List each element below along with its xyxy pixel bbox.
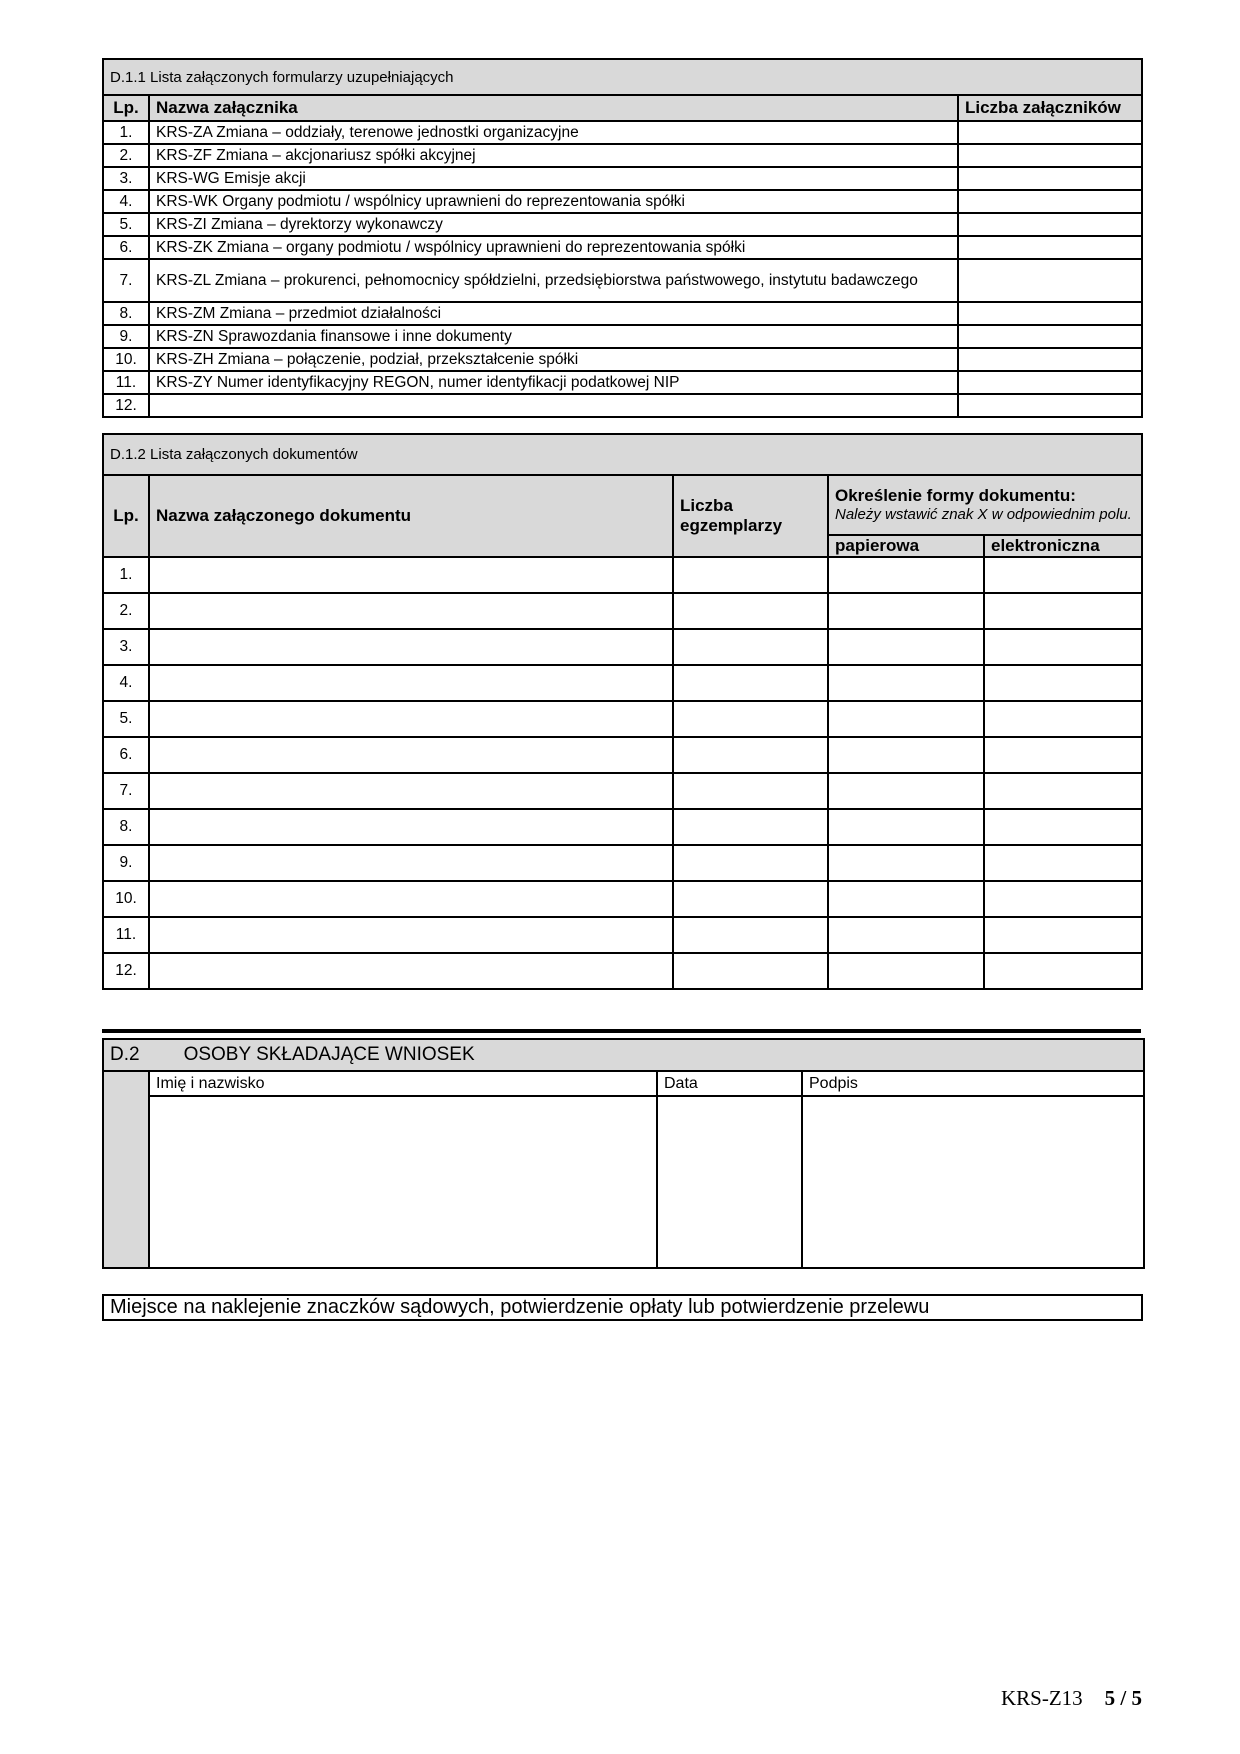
table-row — [103, 325, 1142, 348]
electronic-checkbox-field[interactable] — [984, 665, 1142, 701]
electronic-checkbox-field[interactable] — [984, 845, 1142, 881]
row-number: 12. — [103, 953, 149, 989]
row-number: 7. — [103, 259, 149, 302]
table-row — [103, 213, 1142, 236]
table-row — [103, 371, 1142, 394]
table-row — [103, 144, 1142, 167]
row-number: 6. — [103, 236, 149, 259]
table-row — [103, 593, 1142, 629]
page-number: 5 / 5 — [1104, 1686, 1142, 1710]
row-number: 3. — [103, 629, 149, 665]
document-name-field[interactable] — [149, 737, 673, 773]
paper-checkbox-field[interactable] — [828, 881, 984, 917]
row-number: 5. — [103, 213, 149, 236]
row-number: 8. — [103, 809, 149, 845]
document-name-field[interactable] — [149, 629, 673, 665]
copies-field[interactable] — [673, 845, 828, 881]
row-number: 12. — [103, 394, 149, 417]
document-name-field[interactable] — [149, 917, 673, 953]
court-fee-stamps-box — [102, 1294, 1143, 1321]
paper-checkbox-field[interactable] — [828, 773, 984, 809]
row-number: 1. — [103, 557, 149, 593]
row-number: 5. — [103, 701, 149, 737]
col-header-attachment-count: Liczba załączników — [958, 95, 1142, 121]
form-code: KRS-Z13 — [1000, 1686, 1083, 1710]
attachment-name: KRS-ZF Zmiana – akcjonariusz spółki akcyjnej — [149, 144, 958, 167]
attached-documents-table — [102, 433, 1143, 990]
document-form-note: Należy wstawić znak X w odpowiednim polu. — [835, 506, 1132, 523]
paper-checkbox-field[interactable] — [828, 737, 984, 773]
row-number: 11. — [103, 917, 149, 953]
electronic-checkbox-field[interactable] — [984, 701, 1142, 737]
copies-field[interactable] — [673, 629, 828, 665]
electronic-checkbox-field[interactable] — [984, 593, 1142, 629]
table-row — [103, 190, 1142, 213]
document-name-field[interactable] — [149, 557, 673, 593]
attachment-count-field[interactable] — [958, 394, 1142, 417]
table-row — [103, 737, 1142, 773]
row-number: 3. — [103, 167, 149, 190]
table-row — [103, 701, 1142, 737]
section-title-d2 — [103, 1039, 1144, 1071]
col-header-copies: Liczba egzemplarzy — [673, 475, 828, 557]
col-header-document-name: Nazwa załączonego dokumentu — [149, 475, 673, 557]
table-row — [103, 809, 1142, 845]
signature-field[interactable] — [802, 1096, 1144, 1268]
col-header-lp: Lp. — [103, 475, 149, 557]
attachment-name — [149, 394, 958, 417]
electronic-checkbox-field[interactable] — [984, 881, 1142, 917]
paper-checkbox-field[interactable] — [828, 809, 984, 845]
attachment-name: KRS-WK Organy podmiotu / wspólnicy uprawnieni do reprezentowania spółki — [149, 190, 958, 213]
document-name-field[interactable] — [149, 809, 673, 845]
table-row — [103, 953, 1142, 989]
table-row — [103, 302, 1142, 325]
attachment-name: KRS-WG Emisje akcji — [149, 167, 958, 190]
electronic-checkbox-field[interactable] — [984, 737, 1142, 773]
row-number: 2. — [103, 593, 149, 629]
attachment-count-field[interactable] — [958, 121, 1142, 144]
col-header-signature: Podpis — [802, 1071, 1144, 1096]
col-header-date: Data — [657, 1071, 802, 1096]
court-fee-stamps-label: Miejsce na naklejenie znaczków sądowych, potwierdzenie opłaty lub potwierdzenie przelewu — [103, 1295, 1142, 1320]
row-number: 9. — [103, 845, 149, 881]
col-header-document-form — [828, 475, 1142, 535]
attachment-count-field[interactable] — [958, 213, 1142, 236]
paper-checkbox-field[interactable] — [828, 593, 984, 629]
document-name-field[interactable] — [149, 665, 673, 701]
paper-checkbox-field[interactable] — [828, 701, 984, 737]
col-header-paper: papierowa — [828, 535, 984, 557]
attachment-name: KRS-ZL Zmiana – prokurenci, pełnomocnicy spółdzielni, przedsiębiorstwa państwowego, instytutu badawczego — [149, 259, 958, 302]
table-row — [103, 665, 1142, 701]
attachment-count-field[interactable] — [958, 144, 1142, 167]
section-code: D.2 — [110, 1044, 140, 1065]
attached-forms-table — [102, 58, 1143, 418]
row-number: 7. — [103, 773, 149, 809]
attachment-count-field[interactable] — [958, 348, 1142, 371]
copies-field[interactable] — [673, 953, 828, 989]
document-name-field[interactable] — [149, 593, 673, 629]
electronic-checkbox-field[interactable] — [984, 557, 1142, 593]
row-number: 9. — [103, 325, 149, 348]
col-header-lp: Lp. — [103, 95, 149, 121]
attachment-count-field[interactable] — [958, 236, 1142, 259]
electronic-checkbox-field[interactable] — [984, 629, 1142, 665]
copies-field[interactable] — [673, 917, 828, 953]
full-name-field[interactable] — [149, 1096, 657, 1268]
attachment-count-field[interactable] — [958, 371, 1142, 394]
copies-field[interactable] — [673, 881, 828, 917]
table-row — [103, 557, 1142, 593]
document-name-field[interactable] — [149, 845, 673, 881]
row-number: 10. — [103, 881, 149, 917]
attachment-count-field[interactable] — [958, 325, 1142, 348]
row-number: 1. — [103, 121, 149, 144]
section-heading: OSOBY SKŁADAJĄCE WNIOSEK — [183, 1044, 475, 1065]
copies-field[interactable] — [673, 701, 828, 737]
paper-checkbox-field[interactable] — [828, 953, 984, 989]
paper-checkbox-field[interactable] — [828, 665, 984, 701]
row-number: 4. — [103, 190, 149, 213]
row-number: 11. — [103, 371, 149, 394]
attachment-count-field[interactable] — [958, 302, 1142, 325]
row-number: 8. — [103, 302, 149, 325]
table-row — [103, 845, 1142, 881]
attachment-name: KRS-ZY Numer identyfikacyjny REGON, numer identyfikacji podatkowej NIP — [149, 371, 958, 394]
copies-field[interactable] — [673, 665, 828, 701]
electronic-checkbox-field[interactable] — [984, 773, 1142, 809]
document-name-field[interactable] — [149, 701, 673, 737]
section-title-d12: D.1.2 Lista załączonych dokumentów — [103, 434, 1142, 475]
paper-checkbox-field[interactable] — [828, 845, 984, 881]
attachment-name: KRS-ZM Zmiana – przedmiot działalności — [149, 302, 958, 325]
row-number: 4. — [103, 665, 149, 701]
copies-field[interactable] — [673, 593, 828, 629]
electronic-checkbox-field[interactable] — [984, 953, 1142, 989]
table-row — [103, 394, 1142, 417]
copies-field[interactable] — [673, 773, 828, 809]
document-name-field[interactable] — [149, 773, 673, 809]
table-row — [103, 259, 1142, 302]
attachment-name: KRS-ZA Zmiana – oddziały, terenowe jednostki organizacyjne — [149, 121, 958, 144]
row-number: 6. — [103, 737, 149, 773]
document-form-label: Określenie formy dokumentu: — [835, 486, 1076, 505]
electronic-checkbox-field[interactable] — [984, 809, 1142, 845]
table-row — [103, 917, 1142, 953]
applicants-table — [102, 1038, 1145, 1269]
side-margin-cell — [103, 1071, 149, 1268]
electronic-checkbox-field[interactable] — [984, 917, 1142, 953]
paper-checkbox-field[interactable] — [828, 917, 984, 953]
table-row — [103, 167, 1142, 190]
col-header-attachment-name: Nazwa załącznika — [149, 95, 958, 121]
table-row — [103, 629, 1142, 665]
attachment-name: KRS-ZH Zmiana – połączenie, podział, przekształcenie spółki — [149, 348, 958, 371]
attachment-count-field[interactable] — [958, 190, 1142, 213]
copies-field[interactable] — [673, 557, 828, 593]
copies-field[interactable] — [673, 737, 828, 773]
attachment-name: KRS-ZN Sprawozdania finansowe i inne dokumenty — [149, 325, 958, 348]
attachment-count-field[interactable] — [958, 167, 1142, 190]
table-row — [103, 881, 1142, 917]
table-row — [103, 121, 1142, 144]
row-number: 2. — [103, 144, 149, 167]
document-name-field[interactable] — [149, 953, 673, 989]
col-header-electronic: elektroniczna — [984, 535, 1142, 557]
attachment-name: KRS-ZK Zmiana – organy podmiotu / wspólnicy uprawnieni do reprezentowania spółki — [149, 236, 958, 259]
row-number: 10. — [103, 348, 149, 371]
table-row — [103, 348, 1142, 371]
attachment-name: KRS-ZI Zmiana – dyrektorzy wykonawczy — [149, 213, 958, 236]
section-title-d11: D.1.1 Lista załączonych formularzy uzupełniających — [103, 59, 1142, 95]
page-footer — [982, 1686, 1142, 1711]
paper-checkbox-field[interactable] — [828, 557, 984, 593]
document-name-field[interactable] — [149, 881, 673, 917]
attachment-count-field[interactable] — [958, 259, 1142, 302]
table-row — [103, 236, 1142, 259]
date-field[interactable] — [657, 1096, 802, 1268]
col-header-full-name: Imię i nazwisko — [149, 1071, 657, 1096]
copies-field[interactable] — [673, 809, 828, 845]
paper-checkbox-field[interactable] — [828, 629, 984, 665]
table-row — [103, 773, 1142, 809]
section-divider — [102, 1029, 1141, 1033]
